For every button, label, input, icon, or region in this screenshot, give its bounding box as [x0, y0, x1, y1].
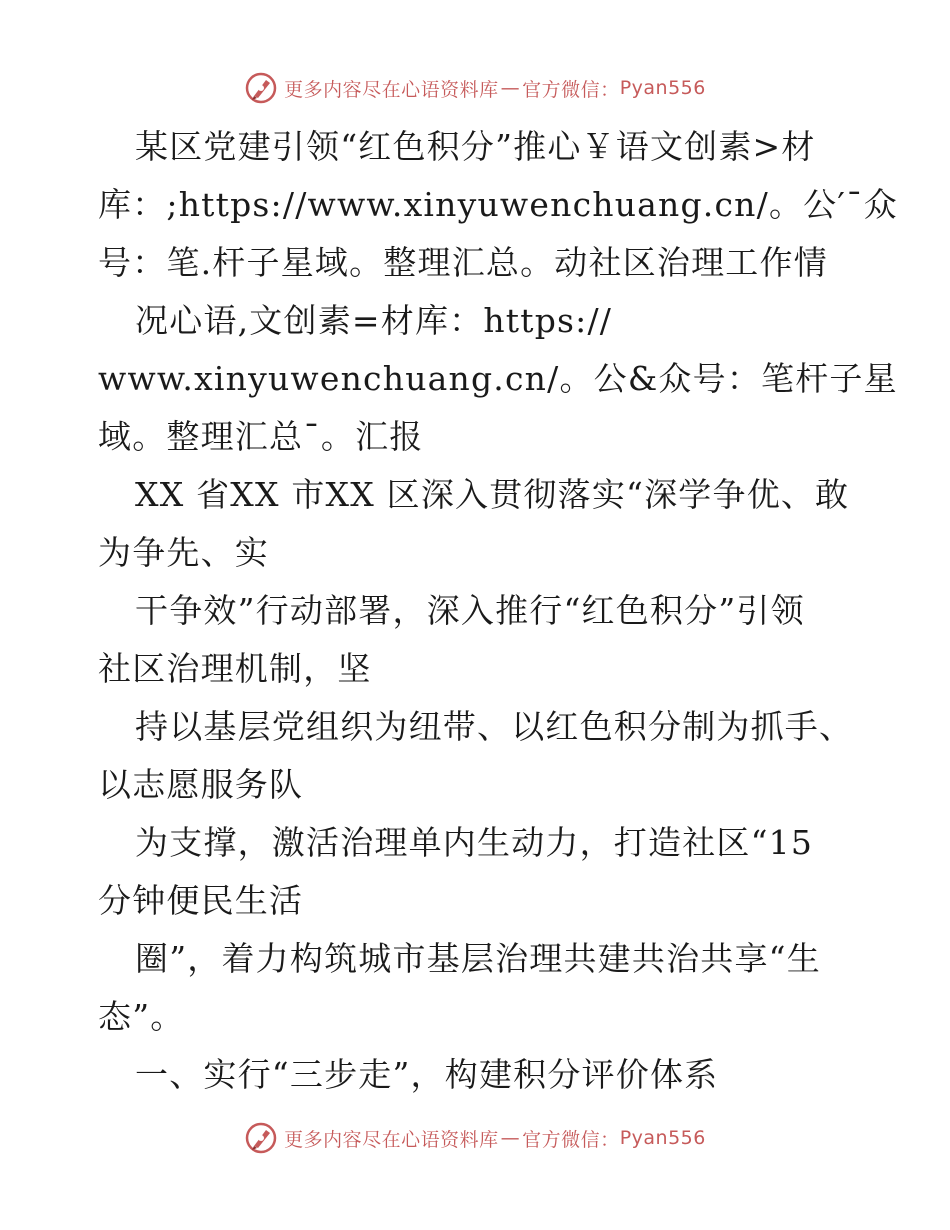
document-body	[98, 118, 898, 1104]
banner-separator: —	[500, 77, 521, 99]
banner-contact-value: Pyan556	[619, 1127, 706, 1149]
text-line: 某区党建引领“红色积分”推心￥语文创素>材	[135, 127, 816, 166]
banner-contact-value: Pyan556	[619, 77, 706, 99]
text-line: 号：笔.杆子星域。整理汇总。动社区治理工作情	[98, 243, 828, 282]
text-line: 持以基层党组织为纽带、以红色积分制为抓手、	[135, 707, 854, 746]
footer-watermark-banner	[0, 1118, 950, 1158]
text-line: 干争效”行动部署，深入推行“红色积分”引领	[135, 591, 805, 630]
text-line: 为争先、实	[98, 533, 269, 572]
text-line: 态”。	[98, 997, 185, 1036]
banner-text: 更多内容尽在心语资料库	[284, 78, 499, 101]
text-line: 为支撑，激活治理单内生动力，打造社区“15	[135, 823, 814, 862]
text-line: 况心语,文创素=材库：https://	[135, 301, 613, 340]
header-watermark-banner	[0, 68, 950, 108]
text-line: 社区治理机制，坚	[98, 649, 372, 688]
banner-contact-label: 官方微信：	[522, 1128, 620, 1151]
text-line: 分钟便民生活	[98, 881, 304, 920]
text-line: www.xinyuwenchuang.cn/。公&众号：笔杆子星	[98, 359, 898, 398]
pen-logo-icon	[244, 71, 278, 105]
text-line: 域。整理汇总¯。汇报	[98, 417, 424, 456]
banner-contact-label: 官方微信：	[522, 78, 620, 101]
banner-separator: —	[500, 1127, 521, 1149]
text-line: XX 省XX 市XX 区深入贯彻落实“深学争优、敢	[135, 475, 850, 514]
pen-logo-icon	[244, 1121, 278, 1155]
text-line: 圈”，着力构筑城市基层治理共建共治共享“生	[135, 939, 821, 978]
banner-text: 更多内容尽在心语资料库	[284, 1128, 499, 1151]
section-heading: 一、实行“三步走”，构建积分评价体系	[135, 1055, 719, 1094]
text-line: 库：;https://www.xinyuwenchuang.cn/。公′¯众	[98, 185, 898, 224]
text-line: 以志愿服务队	[98, 765, 304, 804]
